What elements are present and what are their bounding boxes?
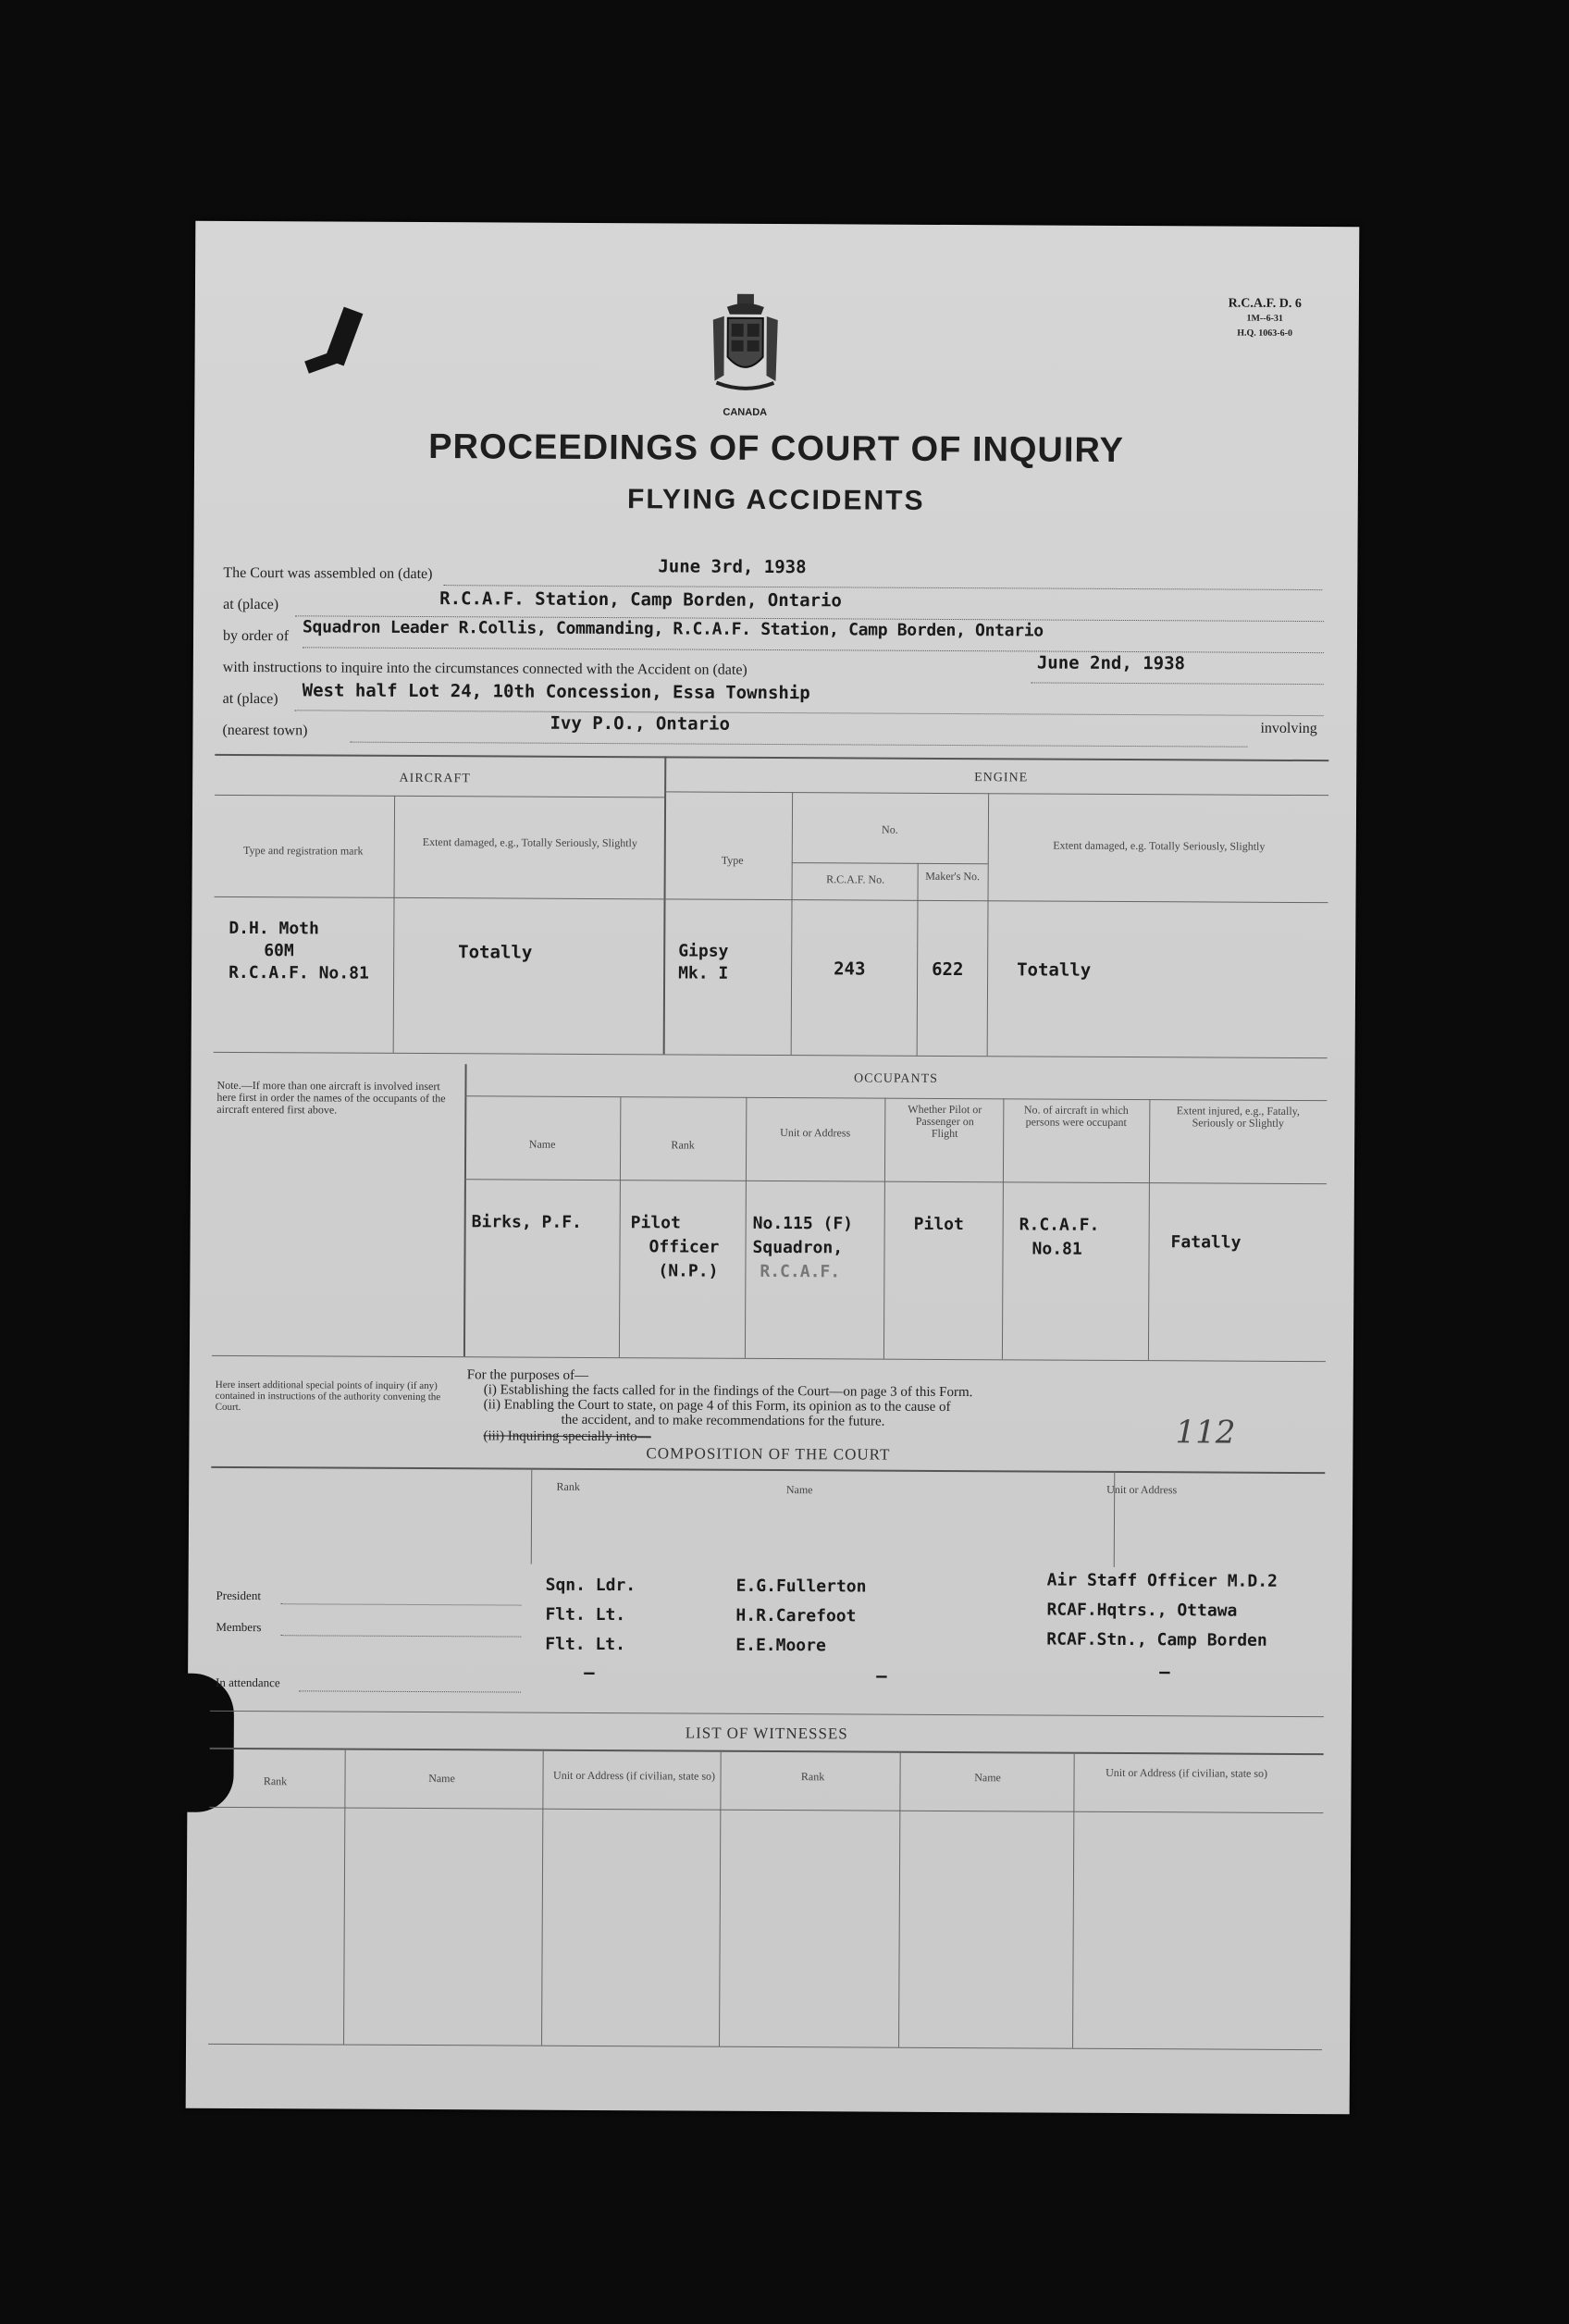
engine-col-rcaf-no: R.C.A.F. No.	[826, 872, 885, 886]
place-label: at (place)	[223, 596, 279, 613]
document-subtitle: FLYING ACCIDENTS	[626, 484, 925, 516]
witnesses-heading: LIST OF WITNESSES	[685, 1724, 848, 1743]
torn-edge	[178, 1674, 234, 1812]
occ-aircraft-line2: No.81	[1032, 1239, 1082, 1259]
document-page	[186, 221, 1360, 2115]
purposes-item2: (ii) Enabling the Court to state, on page 4 of this Form, its opinion as to the cause of	[483, 1397, 951, 1415]
table-top-rule	[215, 754, 1328, 761]
purposes-item2b: the accident, and to make recommendations for the future.	[561, 1412, 885, 1429]
attendance-label: In attendance	[216, 1675, 280, 1690]
aircraft-col-extent: Extent damaged, e.g., Totally Seriously, Slightly	[422, 835, 637, 850]
witness-col-unit-2: Unit or Address (if civilian, state so)	[1106, 1765, 1268, 1780]
occ-rank-line1: Pilot	[630, 1213, 681, 1233]
court-rank-1: Sqn. Ldr.	[545, 1575, 636, 1596]
order-label: by order of	[222, 627, 290, 645]
wit-div-3	[719, 1750, 722, 2046]
nearest-town-value: Ivy P.O., Ontario	[550, 712, 731, 735]
occ-col-unit: Unit or Address	[780, 1126, 851, 1140]
court-top-rule	[211, 1466, 1325, 1474]
occupants-left-border	[463, 1064, 467, 1356]
nearest-town-line	[350, 742, 1247, 748]
col-divider-engine-no	[917, 863, 919, 1056]
occ-div-4	[1002, 1098, 1004, 1359]
occ-unit-line1: No.115 (F)	[752, 1213, 854, 1234]
aircraft-type-line3: R.C.A.F. No.81	[229, 962, 369, 983]
engine-col-no: No.	[882, 822, 898, 836]
witness-col-rank-2: Rank	[800, 1770, 825, 1784]
involving-label: involving	[1260, 720, 1317, 737]
court-dash-name: —	[876, 1665, 887, 1687]
engine-extent: Totally	[1017, 959, 1092, 981]
occ-col-name: Name	[528, 1137, 556, 1151]
assembled-label: The Court was assembled on (date)	[223, 564, 433, 583]
witness-col-rank-1: Rank	[263, 1774, 288, 1788]
occ-unit-line2: Squadron,	[752, 1237, 844, 1258]
witnesses-bottom-rule	[208, 2044, 1322, 2050]
engine-heading: ENGINE	[974, 771, 1029, 785]
occ-aircraft-line1: R.C.A.F.	[1019, 1215, 1100, 1235]
occ-div-5	[1148, 1099, 1150, 1360]
court-col-rank: Rank	[556, 1479, 580, 1493]
occ-div-1	[619, 1096, 621, 1357]
engine-col-type: Type	[721, 853, 744, 867]
court-name-1: E.G.Fullerton	[735, 1576, 867, 1597]
form-code-line1: R.C.A.F. D. 6	[1228, 296, 1302, 311]
attendance-line	[299, 1690, 521, 1692]
heading-rule-engine	[664, 791, 1328, 796]
occupants-bottom	[212, 1355, 1326, 1362]
court-col-unit: Unit or Address	[1106, 1482, 1178, 1497]
aircraft-type-line1: D.H. Moth	[229, 918, 319, 939]
nearest-town-label: (nearest town)	[222, 722, 308, 739]
witness-col-name-2: Name	[974, 1771, 1001, 1785]
court-name-2: H.R.Carefoot	[735, 1605, 857, 1626]
instructions-line	[1032, 682, 1324, 685]
occ-div-3	[883, 1098, 885, 1359]
court-dash-rank: —	[584, 1662, 595, 1683]
occupants-heading: OCCUPANTS	[853, 1071, 939, 1086]
wit-div-2	[541, 1749, 544, 2046]
form-code-line3: H.Q. 1063-6-0	[1237, 328, 1293, 339]
witness-col-unit-1: Unit or Address (if civilian, state so)	[553, 1768, 716, 1783]
accident-date: June 2nd, 1938	[1036, 652, 1186, 674]
occ-rank-line2: Officer	[649, 1237, 720, 1257]
occ-unit-line3: R.C.A.F.	[760, 1261, 841, 1282]
engine-col-makers-no: Maker's No.	[925, 869, 981, 884]
document-title: PROCEEDINGS OF COURT OF INQUIRY	[428, 427, 1124, 470]
accident-place-line	[295, 710, 1324, 716]
accident-place-label: at (place)	[222, 690, 278, 708]
engine-makers-no: 622	[932, 958, 964, 981]
president-line	[281, 1603, 522, 1605]
assembled-value: June 3rd, 1938	[658, 556, 807, 578]
court-heading: COMPOSITION OF THE COURT	[646, 1444, 891, 1464]
instructions-label: with instructions to inquire into the circumstances connected with the Accident on (date)	[222, 659, 747, 678]
aircraft-type-line2: 60M	[264, 941, 294, 961]
court-dash-unit: —	[1159, 1662, 1170, 1683]
court-div-2	[1114, 1471, 1116, 1567]
purposes-item1: (i) Establishing the facts called for in the findings of the Court—on page 3 of this Form.	[483, 1382, 973, 1401]
court-bottom-rule	[210, 1711, 1324, 1717]
crest-caption: CANADA	[723, 406, 768, 418]
heading-rule-aircraft	[215, 795, 664, 798]
engine-rcaf-no: 243	[834, 958, 866, 980]
aircraft-col-type: Type and registration mark	[243, 844, 364, 858]
court-unit-3: RCAF.Stn., Camp Borden	[1046, 1629, 1267, 1650]
occupants-heading-rule	[464, 1095, 1327, 1101]
handwritten-number: 112	[1175, 1414, 1236, 1452]
occupants-header-rule	[464, 1179, 1327, 1184]
court-rank-3: Flt. Lt.	[545, 1634, 626, 1655]
accident-place-value: West half Lot 24, 10th Concession, Essa Township	[302, 680, 810, 704]
form-code	[1228, 297, 1301, 341]
aircraft-table-bottom	[214, 1052, 1328, 1058]
aircraft-heading: AIRCRAFT	[399, 771, 471, 786]
president-label: President	[216, 1588, 262, 1603]
header-row-rule	[215, 896, 1328, 903]
members-line	[280, 1635, 521, 1637]
court-rank-2: Flt. Lt.	[545, 1604, 626, 1626]
no-subrule	[792, 862, 988, 864]
aircraft-engine-divider	[663, 756, 667, 1054]
occ-whether: Pilot	[913, 1214, 964, 1235]
place-value: R.C.A.F. Station, Camp Borden, Ontario	[439, 588, 842, 612]
form-code-line2: 1M--6-31	[1246, 313, 1283, 324]
wit-div-1	[343, 1749, 346, 2045]
purposes-item3: (iii) Inquiring specially into—	[483, 1428, 651, 1445]
engine-col-extent: Extent damaged, e.g. Totally Seriously, Slightly	[1053, 838, 1266, 853]
order-line	[303, 647, 1324, 653]
occ-col-extent: Extent injured, e.g., Fatally, Seriously or Slightly	[1176, 1104, 1300, 1130]
engine-type-line1: Gipsy	[678, 941, 729, 961]
occ-col-rank: Rank	[671, 1138, 695, 1152]
court-unit-1: Air Staff Officer M.D.2	[1046, 1570, 1278, 1591]
engine-type-line2: Mk. I	[678, 963, 729, 983]
order-value: Squadron Leader R.Collis, Commanding, R.C.A.F. Station, Camp Borden, Ontario	[302, 617, 1044, 641]
ink-mark-tail	[304, 351, 339, 374]
members-label: Members	[216, 1619, 262, 1635]
court-col-name: Name	[785, 1483, 813, 1497]
occ-div-2	[745, 1097, 747, 1358]
aircraft-extent: Totally	[458, 942, 533, 963]
occ-extent: Fatally	[1170, 1232, 1242, 1253]
court-unit-2: RCAF.Hqtrs., Ottawa	[1046, 1600, 1238, 1621]
note-text: Note.—If more than one aircraft is involved insert here first in order the names of the occupants of the aircraft entered first above.	[216, 1078, 446, 1117]
wit-div-4	[898, 1751, 901, 2047]
purposes-intro: For the purposes of—	[466, 1367, 589, 1383]
witnesses-top-rule	[210, 1748, 1324, 1755]
occ-name: Birks, P.F.	[471, 1212, 582, 1232]
special-note: Here insert additional special points of inquiry (if any) contained in instructions of the authority convening the Court.	[215, 1378, 441, 1413]
occ-col-aircraft: No. of aircraft in which persons were occupant	[1023, 1103, 1129, 1130]
wit-div-5	[1072, 1752, 1075, 2048]
col-divider-aircraft	[393, 796, 395, 1053]
court-div-1	[531, 1468, 533, 1564]
occ-col-whether: Whether Pilot or Passenger on Flight	[908, 1102, 982, 1141]
court-name-3: E.E.Moore	[735, 1635, 826, 1656]
witness-col-name-1: Name	[428, 1772, 455, 1786]
coat-of-arms-icon	[703, 292, 787, 403]
witnesses-header-rule	[209, 1807, 1323, 1813]
occ-rank-line3: (N.P.)	[658, 1261, 719, 1281]
